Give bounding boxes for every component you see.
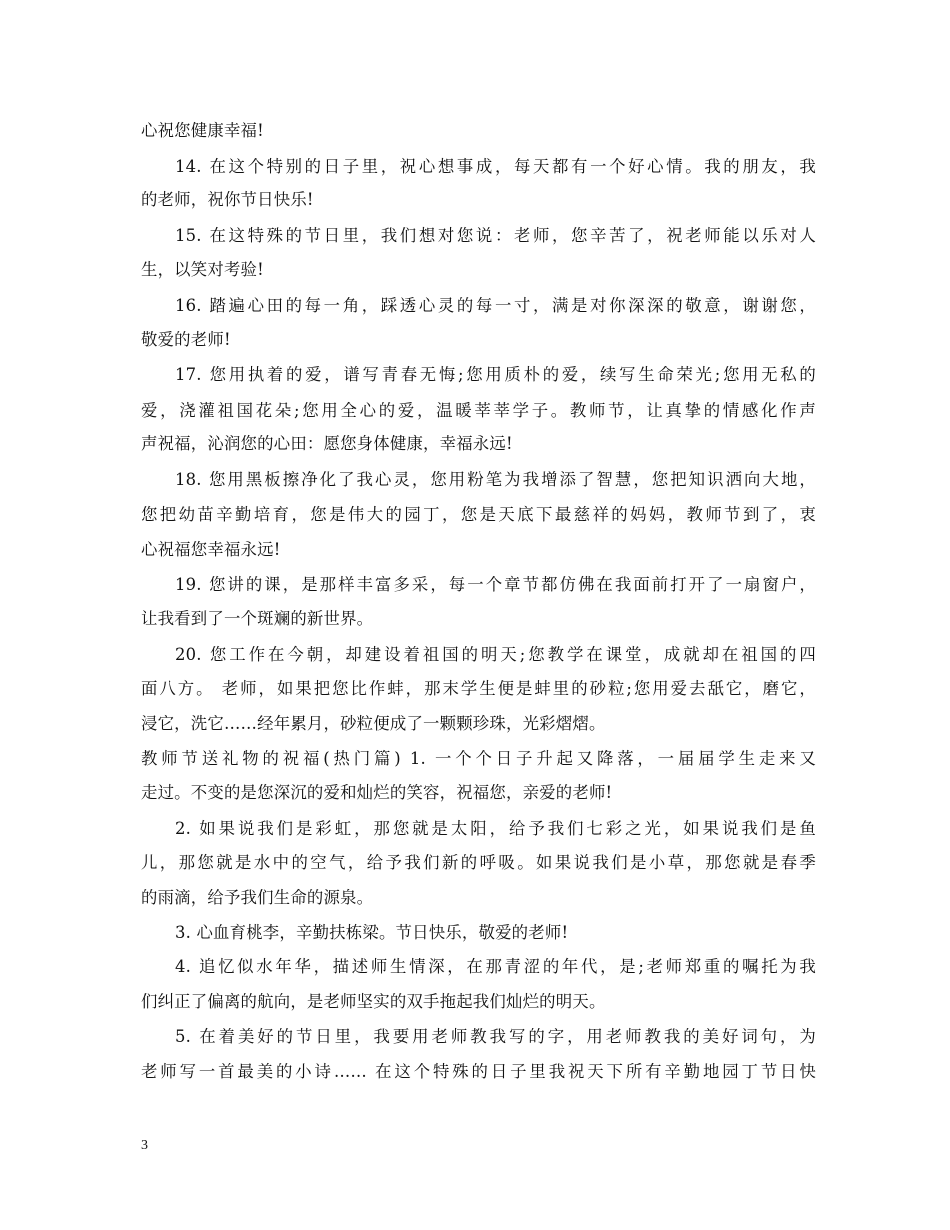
text-line: 老师写一首最美的小诗…… 在这个特殊的日子里我祝天下所有辛勤地园丁节日快: [141, 1062, 816, 1081]
text-line: 的雨滴，给予我们生命的源泉。: [141, 888, 374, 907]
text-line: 的老师，祝你节日快乐!: [141, 190, 314, 209]
text-line: 敬爱的老师!: [141, 330, 231, 349]
text-line: 生，以笑对考验!: [141, 260, 264, 279]
text-line: 18. 您用黑板擦净化了我心灵，您用粉笔为我增添了智慧，您把知识洒向大地，: [175, 470, 816, 489]
text-line: 面八方。 老师，如果把您比作蚌，那末学生便是蚌里的砂粒;您用爱去舐它，磨它，: [141, 679, 816, 698]
text-line: 2. 如果说我们是彩虹，那您就是太阳，给予我们七彩之光，如果说我们是鱼: [175, 819, 816, 838]
text-line: 5. 在着美好的节日里，我要用老师教我写的字，用老师教我的美好词句，为: [175, 1027, 816, 1046]
text-line: 心祝您健康幸福!: [141, 121, 264, 140]
text-line: 儿，那您就是水中的空气，给予我们新的呼吸。如果说我们是小草，那您就是春季: [141, 853, 816, 872]
text-line: 走过。不变的是您深沉的爱和灿烂的笑容，祝福您，亲爱的老师!: [141, 783, 613, 802]
text-line: 20. 您工作在今朝，却建设着祖国的明天;您教学在课堂，成就却在祖国的四: [175, 645, 816, 664]
text-line: 17. 您用执着的爱，谱写青春无悔;您用质朴的爱，续写生命荣光;您用无私的: [175, 365, 816, 384]
text-line: 们纠正了偏离的航向，是老师坚实的双手拖起我们灿烂的明天。: [141, 992, 606, 1011]
text-line: 爱，浇灌祖国花朵;您用全心的爱，温暖莘莘学子。教师节，让真挚的情感化作声: [141, 401, 816, 420]
page-number: 3: [141, 1138, 148, 1153]
text-line: 19. 您讲的课，是那样丰富多采，每一个章节都仿佛在我面前打开了一扇窗户，: [175, 575, 816, 594]
text-line: 声祝福，沁润您的心田：愿您身体健康，幸福永远!: [141, 434, 513, 453]
text-line: 心祝福您幸福永远!: [141, 540, 281, 559]
text-line: 3. 心血育桃李，辛勤扶栋梁。节日快乐，敬爱的老师!: [175, 923, 569, 942]
text-line: 15. 在这特殊的节日里，我们想对您说：老师，您辛苦了，祝老师能以乐对人: [175, 226, 816, 245]
section-heading-line: 教师节送礼物的祝福(热门篇) 1. 一个个日子升起又降落，一届届学生走来又: [141, 749, 816, 768]
text-line: 浸它，洗它……经年累月，砂粒便成了一颗颗珍珠，光彩熠熠。: [141, 714, 606, 733]
text-line: 您把幼苗辛勤培育，您是伟大的园丁，您是天底下最慈祥的妈妈，教师节到了，衷: [141, 505, 816, 524]
text-line: 让我看到了一个斑斓的新世界。: [141, 609, 374, 628]
text-line: 4. 追忆似水年华，描述师生情深，在那青涩的年代，是;老师郑重的嘱托为我: [175, 957, 816, 976]
text-line: 16. 踏遍心田的每一角，踩透心灵的每一寸，满是对你深深的敬意，谢谢您，: [175, 296, 816, 315]
text-line: 14. 在这个特别的日子里，祝心想事成，每天都有一个好心情。我的朋友，我: [175, 157, 816, 176]
